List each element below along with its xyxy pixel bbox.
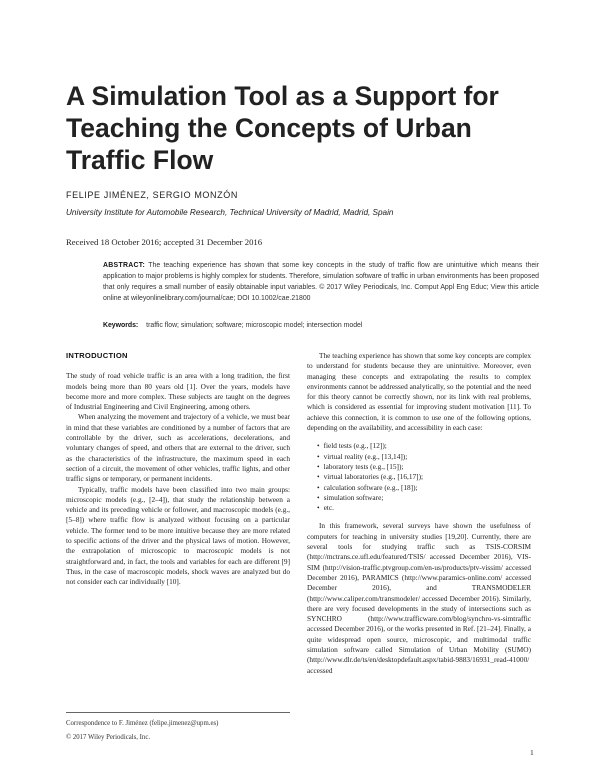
left-column xyxy=(66,351,290,588)
keywords-text: traffic flow; simulation; software; microscopic model; intersection model xyxy=(146,322,363,329)
abstract-label: ABSTRACT: xyxy=(103,262,146,269)
abstract xyxy=(103,260,539,304)
list-item: • field tests (e.g., [12]); xyxy=(317,441,531,451)
correspondence-note: Correspondence to F. Jiménez (felipe.jimenez@upm.es) xyxy=(66,720,219,727)
body-paragraph: The teaching experience has shown that some key concepts are complex to understand for students because they are unintuitive. Moreover, even managing these concepts and extrapolating the results to complex environments cannot be addressed analytically, so the potential and the need for this theory cannot be correctly shown, nor its link with real problems, which is considered as essential for improving student motivation [11]. To achieve this connection, it is common to use one of the following options, depending on the availability, and accessibility in each case: xyxy=(307,351,531,433)
keywords-label: Keywords: xyxy=(103,322,139,329)
list-item: • etc. xyxy=(317,503,531,513)
list-item: • virtual laboratories (e.g., [16,17]); xyxy=(317,472,531,482)
body-paragraph: The study of road vehicle traffic is an area with a long tradition, the first models being more than 80 years old [1]. Over the years, models have become more and more complex. These subjects are taught on the degrees of Industrial Engineering and Civil Engineering, among others. xyxy=(66,371,290,412)
author-list: FELIPE JIMÉNEZ, SERGIO MONZÓN xyxy=(66,190,238,200)
list-item: • virtual reality (e.g., [13,14]); xyxy=(317,452,531,462)
options-list xyxy=(307,441,531,513)
keywords xyxy=(103,322,539,329)
body-paragraph: When analyzing the movement and trajectory of a vehicle, we must bear in mind that these variables are conditioned by a number of factors that are controllable by the driver, such as accelerations, decelerations, and voluntary changes of speed, and others that are external to the driver, such as the characteristics of the infrastructure, the maximum speed in each section of a circuit, the movement of other vehicles, traffic lights, and other traffic signs or temporary, or permanent incidents. xyxy=(66,412,290,484)
section-heading-introduction: INTRODUCTION xyxy=(66,351,128,360)
copyright-note: © 2017 Wiley Periodicals, Inc. xyxy=(66,734,151,741)
list-item: • calculation software (e.g., [18]); xyxy=(317,483,531,493)
paper-title: A Simulation Tool as a Support for Teaching the Concepts of Urban Traffic Flow xyxy=(66,81,499,175)
right-column xyxy=(307,351,531,676)
footnote xyxy=(66,712,290,745)
body-paragraph: Typically, traffic models have been classified into two main groups: microscopic models (e.g., [2–4]), that study the relationship between a vehicle and its preceding vehicle or follower, and macroscopic models (e.g., [5–8]) where traffic flow is analyzed without focusing on a particular vehicle. The former tend to be more intuitive because they are more related to specific actions of the driver and the physical laws of motion. However, the extrapolation of microscopic to macroscopic models is not straightforward and, in fact, the tools and variables for each are different [9] Thus, in the case of macroscopic models, shock waves are analyzed but do not consider each car individually [10]. xyxy=(66,484,290,587)
received-accepted-dates: Received 18 October 2016; accepted 31 December 2016 xyxy=(66,237,263,247)
list-item: • simulation software; xyxy=(317,493,531,503)
list-item: • laboratory tests (e.g., [15]); xyxy=(317,462,531,472)
affiliation: University Institute for Automobile Research, Technical University of Madrid, Madrid, Spain xyxy=(66,208,394,217)
body-paragraph: In this framework, several surveys have shown the usefulness of computers for teaching in university studies [19,20]. Currently, there are several tools for studying traffic such as TSIS-CORSIM (http://mctrans.ce.ufl.edu/featured/TSIS/ accessed December 2016), VIS-SIM (http://vision-traffic.ptvgroup.com/en-us/products/ptv-vissim/ accessed December 2016), PARAMICS (http://www.paramics-online.com/ accessed December 2016), and TRANSMODELER (http://www.caliper.com/transmodeler/ accessed December 2016). Similarly, there are very focused developments in the study of intersections such as SYNCHRO (http://www.trafficware.com/blog/synchro-vs-simtraffic accessed December 2016), or the works presented in Ref. [21–24]. Finally, a quite widespread open source, microscopic, and multimodal traffic simulation software called Simulation of Urban Mobility (SUMO) (http://www.dlr.de/ts/en/desktopdefault.aspx/tabid-9883/16931_read-41000/ accessed xyxy=(307,521,531,675)
page-number: 1 xyxy=(530,748,534,757)
abstract-text: The teaching experience has shown that some key concepts in the study of traffic flow are unintuitive which means their application to major problems is highly complex for students. Therefore, simulation software of traffic in urban environments has been proposed that only requires a small number of easily obtainable input variables. © 2017 Wiley Periodicals, Inc. Comput Appl Eng Educ; View this article online at wileyonlinelibrary.com/journal/cae; DOI 10.1002/cae.21800 xyxy=(103,262,539,302)
